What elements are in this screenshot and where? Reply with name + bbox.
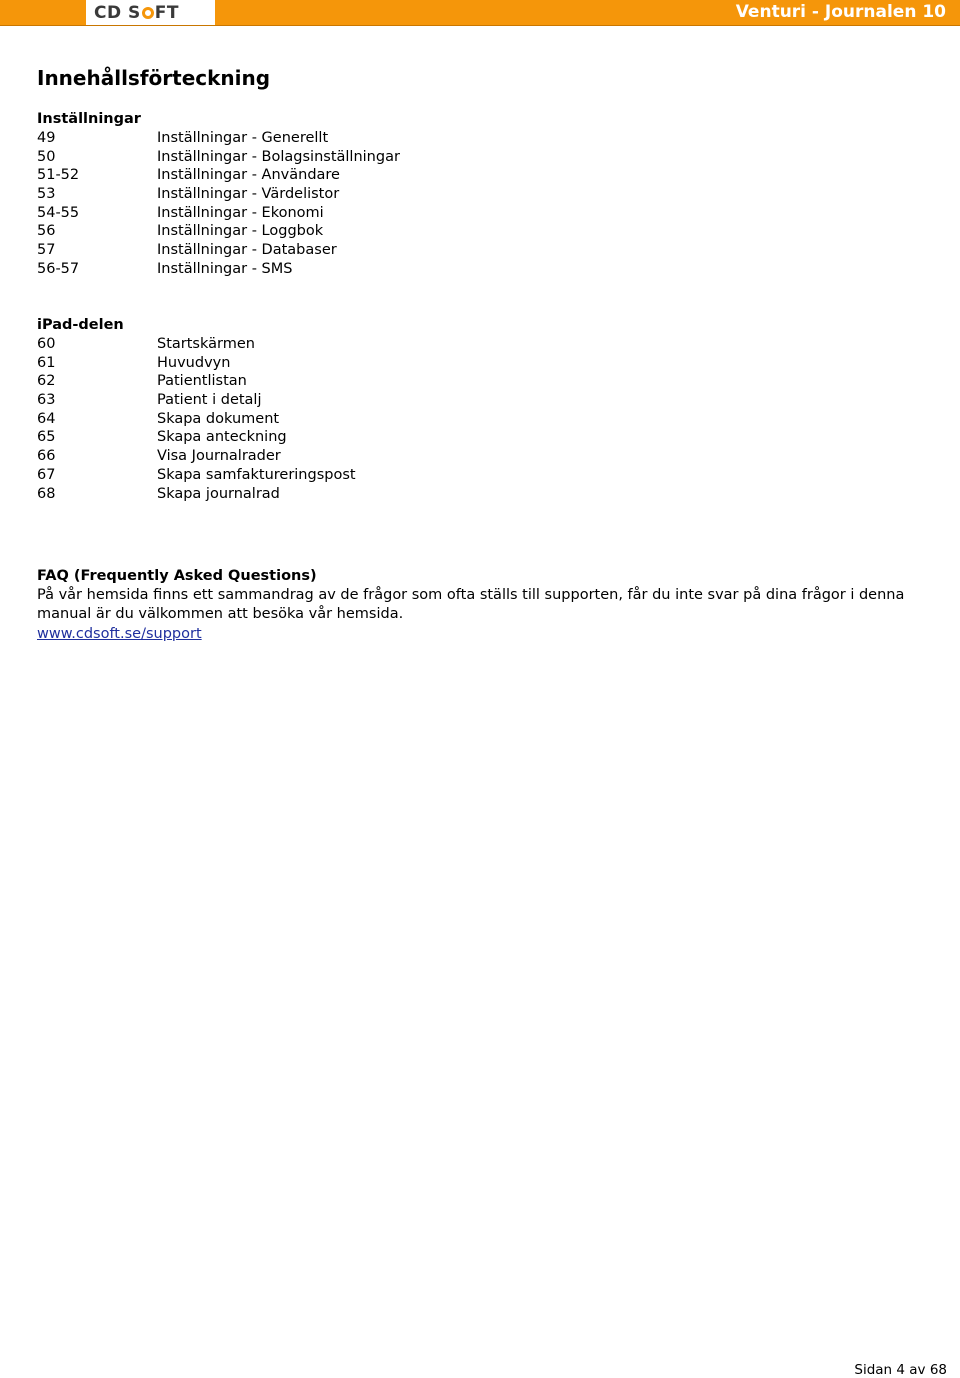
- toc-row: [37, 354, 231, 373]
- logo-wordmark: CD S FT: [94, 3, 179, 23]
- toc-page-number: 57: [37, 242, 56, 259]
- toc-entry-title: Skapa dokument: [157, 410, 280, 427]
- toc-row: [37, 129, 329, 148]
- toc-row: [37, 148, 400, 167]
- toc-page-number: 60: [37, 336, 56, 352]
- faq-heading: FAQ (Frequently Asked Questions): [37, 568, 317, 584]
- toc-row: [37, 185, 340, 204]
- toc-entry-title: Huvudvyn: [157, 354, 231, 371]
- toc-entry-title: Skapa samfaktureringspost: [157, 466, 356, 483]
- page-title: Innehållsförteckning: [37, 66, 271, 90]
- toc-row: [37, 241, 337, 260]
- page-number-footer: Sidan 4 av 68: [854, 1362, 947, 1378]
- toc-page-number: 50: [37, 148, 56, 165]
- toc-row: [37, 260, 293, 279]
- toc-page-number: 65: [37, 429, 56, 446]
- header-accent-bar-left: [0, 0, 86, 26]
- toc-row: [37, 222, 324, 241]
- toc-page-number: 66: [37, 448, 56, 465]
- toc-page-number: 53: [37, 186, 56, 203]
- toc-entry-title: Inställningar - Databaser: [157, 242, 337, 259]
- toc-page-number: 56-57: [37, 260, 80, 277]
- toc-entry-title: Skapa journalrad: [157, 485, 280, 502]
- toc-page-number: 61: [37, 354, 56, 371]
- toc-entry-title: Inställningar - Loggbok: [157, 223, 324, 240]
- toc-entry-title: Inställningar - Värdelistor: [157, 186, 340, 203]
- document-title: Venturi - Journalen 10: [735, 2, 946, 22]
- cd-soft-logo: [86, 0, 215, 26]
- faq-body: På vår hemsida finns ett sammandrag av de frågor som ofta ställs till supporten, får du inte svar på dina frågor i denna manual är du välkommen att besöka vår hemsida.: [37, 587, 905, 622]
- toc-page-number: 54-55: [37, 204, 80, 221]
- page-header: [0, 0, 960, 26]
- toc-section-ipad: [37, 316, 356, 503]
- toc-row: [37, 335, 255, 354]
- support-link[interactable]: www.cdsoft.se/support: [37, 626, 202, 643]
- toc-page-number: 63: [37, 392, 56, 409]
- toc-entry-title: Inställningar - Ekonomi: [157, 204, 324, 221]
- header-accent-bar-right: [215, 0, 960, 26]
- toc-row: [37, 204, 324, 223]
- toc-page-number: 68: [37, 485, 56, 502]
- faq-section: [37, 567, 927, 644]
- section-heading: iPad-delen: [37, 317, 124, 333]
- toc-page-number: 64: [37, 410, 56, 427]
- toc-entry-title: Inställningar - Bolagsinställningar: [157, 148, 400, 165]
- toc-page-number: 51-52: [37, 167, 80, 184]
- toc-entry-title: Inställningar - Generellt: [157, 130, 329, 146]
- section-heading: Inställningar: [37, 111, 141, 127]
- toc-row: [37, 410, 280, 429]
- toc-entry-title: Visa Journalrader: [157, 448, 281, 465]
- header-divider: [0, 25, 960, 26]
- toc-page-number: 67: [37, 466, 56, 483]
- toc-entry-title: Patientlistan: [157, 373, 247, 390]
- toc-entry-title: Inställningar - Användare: [157, 167, 340, 184]
- toc-entry-title: Skapa anteckning: [157, 429, 287, 446]
- logo-o-icon: [142, 7, 154, 19]
- toc-page-number: 62: [37, 373, 56, 390]
- toc-row: [37, 391, 262, 410]
- toc-row: [37, 466, 356, 485]
- toc-row: [37, 428, 287, 447]
- toc-row: [37, 485, 280, 504]
- toc-entry-title: Inställningar - SMS: [157, 260, 293, 277]
- toc-entry-title: Startskärmen: [157, 336, 255, 352]
- toc-page-number: 49: [37, 130, 56, 146]
- toc-row: [37, 447, 281, 466]
- toc-section-installningar: [37, 110, 400, 279]
- toc-page-number: 56: [37, 223, 56, 240]
- toc-row: [37, 372, 247, 391]
- toc-entry-title: Patient i detalj: [157, 392, 262, 409]
- toc-row: [37, 166, 340, 185]
